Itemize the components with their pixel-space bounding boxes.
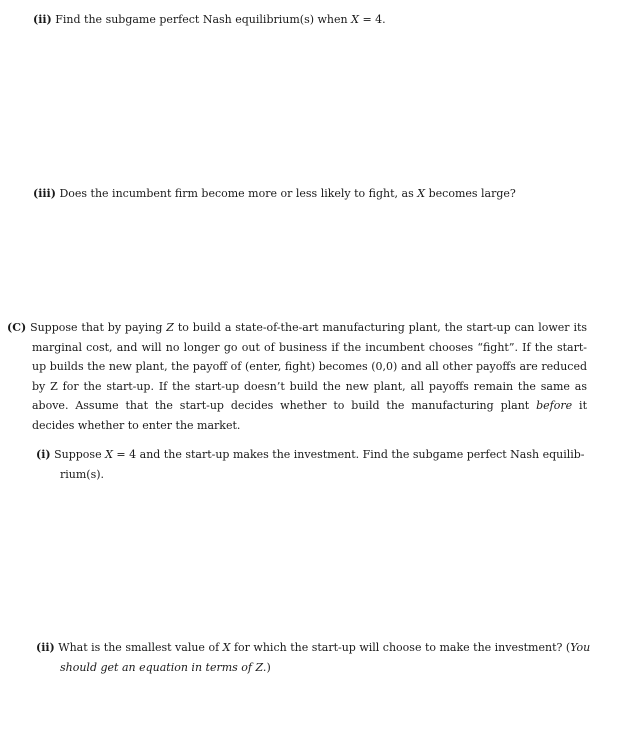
math-variable: X [222, 641, 231, 654]
question-text: ) [266, 660, 271, 674]
math-variable: Z [166, 321, 174, 334]
question-c-ii [36, 638, 591, 677]
question-label: (iii) [33, 187, 56, 200]
question-label: (i) [36, 448, 51, 461]
math-variable: X [105, 448, 113, 461]
question-text: for which the start-up will choose to make the investment? ( [233, 641, 571, 654]
question-text: becomes large? [428, 187, 516, 200]
question-text: Find the subgame perfect Nash equilibrium(s) when [55, 13, 348, 26]
question-label: (ii) [33, 13, 52, 26]
emphasis-text: before [536, 399, 573, 412]
question-b-iii [33, 184, 603, 204]
math-variable: X [351, 13, 359, 26]
question-text: What is the smallest value of [58, 641, 220, 654]
question-c-i [36, 445, 588, 484]
italic-note: You should get an equation in terms of Z. [60, 641, 591, 674]
question-label: (ii) [36, 641, 55, 654]
question-text: Does the incumbent firm become more or less likely to fight, as [59, 187, 414, 200]
question-label: (C) [7, 321, 27, 334]
question-text: to build a state-of-the-art manufacturing plant, the start-up can lower its marginal cost, and will no longer go out of business if the incumbent chooses “fight”. If the start-up builds the new plant, the payoff of (enter, fight) becomes (0,0) and all other payoffs are reduced by Z for the start-up. If the start-up doesn’t build the new plant, all payoffs remain the same as above. Assume that the start-up decides whether to build the manufacturing plant [32, 321, 588, 412]
question-body [36, 638, 591, 677]
question-text: it decides whether to enter the market. [32, 399, 587, 432]
question-b-ii [33, 10, 603, 30]
question-c [7, 318, 587, 435]
question-text: = 4. [362, 13, 386, 26]
question-text: Suppose [54, 448, 102, 461]
question-text: Suppose that by paying [30, 321, 163, 334]
question-body [7, 318, 588, 435]
math-variable: X [417, 187, 426, 200]
question-text: = 4 and the start-up makes the investment. Find the subgame perfect Nash equilib-rium(s). [60, 448, 585, 481]
question-body [36, 445, 588, 484]
